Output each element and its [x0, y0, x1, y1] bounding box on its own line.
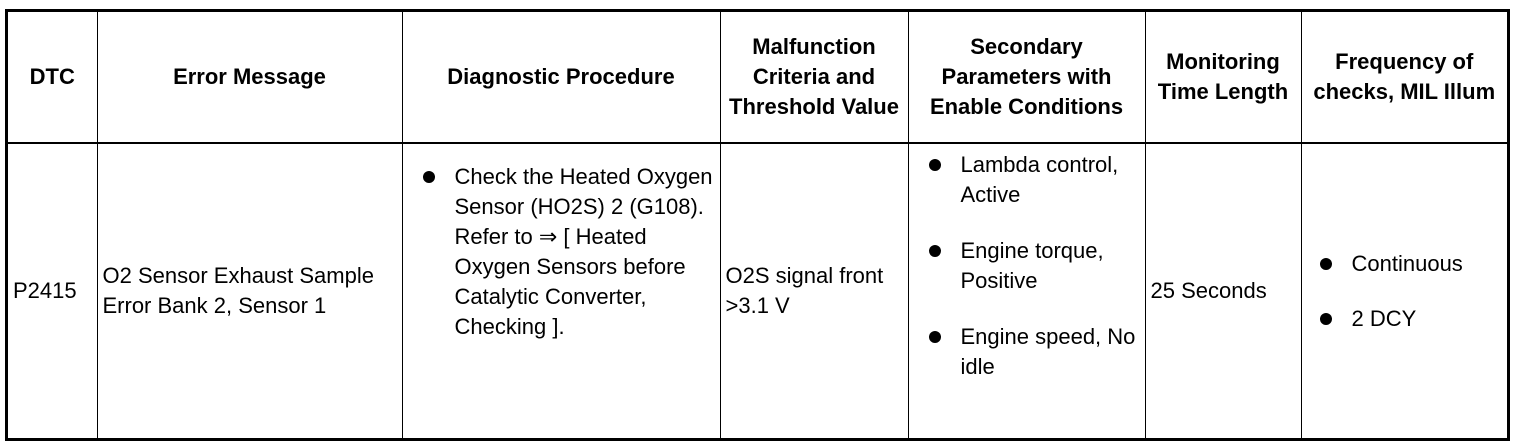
procedure-text: Check the Heated Oxygen Sensor (HO2S) 2 (G108). Refer to ⇒ [ Heated Oxygen Sensors before Catalytic Converter, Checking ]. [454, 164, 713, 339]
header-secondary-parameters: Secondary Parameters with Enable Conditions [908, 12, 1145, 143]
header-monitoring-time: Monitoring Time Length [1145, 12, 1301, 143]
cell-dtc: P2415 [8, 143, 97, 438]
cell-monitoring-time: 25 Seconds [1145, 143, 1301, 438]
list-item [423, 162, 714, 342]
bullet-icon [423, 171, 435, 183]
list-item [1320, 249, 1504, 279]
list-item [929, 236, 1141, 296]
secondary-parameter-text: Lambda control, Active [960, 152, 1119, 207]
frequency-text: 2 DCY [1351, 305, 1417, 331]
cell-secondary-parameters [908, 143, 1145, 438]
dtc-table [8, 12, 1507, 438]
list-item [929, 322, 1141, 382]
table-row [8, 143, 1507, 438]
header-malfunction-criteria: Malfunction Criteria and Threshold Value [720, 12, 908, 143]
dtc-table-frame [5, 9, 1510, 441]
secondary-parameter-text: Engine torque, Positive [960, 238, 1104, 293]
cell-malfunction-criteria: O2S signal front >3.1 V [720, 143, 908, 438]
cell-error-message: O2 Sensor Exhaust Sample Error Bank 2, Sensor 1 [97, 143, 402, 438]
table-header-row [8, 12, 1507, 143]
bullet-icon [929, 159, 941, 171]
list-item [1320, 304, 1504, 334]
bullet-icon [1320, 258, 1332, 270]
header-frequency: Frequency of checks, MIL Illum [1301, 12, 1507, 143]
frequency-text: Continuous [1351, 250, 1463, 276]
cell-diagnostic-procedure [402, 143, 720, 438]
list-item [929, 150, 1141, 210]
bullet-icon [929, 331, 941, 343]
header-error-message: Error Message [97, 12, 402, 143]
secondary-parameter-text: Engine speed, No idle [960, 324, 1136, 379]
header-dtc: DTC [8, 12, 97, 143]
cell-frequency [1301, 143, 1507, 438]
bullet-icon [1320, 313, 1332, 325]
header-diagnostic-procedure: Diagnostic Procedure [402, 12, 720, 143]
bullet-icon [929, 245, 941, 257]
